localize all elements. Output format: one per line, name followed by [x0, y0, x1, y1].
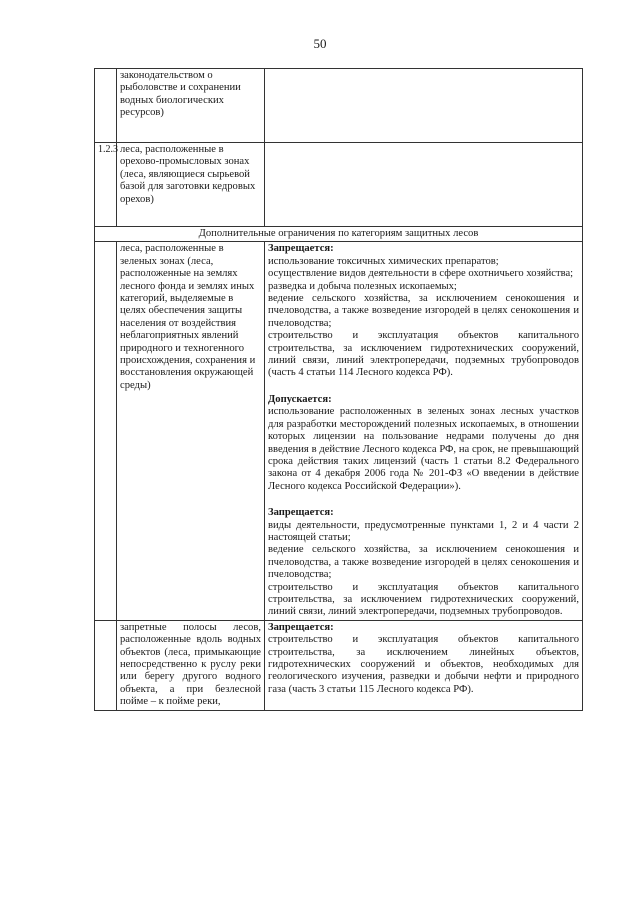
table-row: [95, 620, 583, 710]
forest-category-cell: запретные полосы лесов, расположенные вдоль водных объектов (леса, примыкающие непосредственно к руслу реки или берегу другого водного объекта, а при безлесной пойме – к пойме реки,: [117, 620, 265, 710]
restriction-item: строительство и эксплуатация объектов капитального строительства, за исключением гидротехнических сооружений, линий связи, линий электропередачи, подземных трубопроводов (часть 4 статьи 114 Лесного кодекса РФ).: [268, 330, 579, 379]
restrictions-cell: [265, 69, 583, 143]
table-subheader-row: [95, 227, 583, 242]
restriction-item: использование токсичных химических препаратов;: [268, 255, 499, 267]
forest-category-cell: леса, расположенные в зеленых зонах (леса, расположенные на землях лесного фонда и землях иных категорий, выделяемые в целях обеспечения защиты населения от воздействия неблагоприятных явлений природного и техногенного происхождения, сохранения и восстановления окружающей среды): [117, 242, 265, 620]
row-number-cell: [95, 69, 117, 143]
row-number-cell: [95, 620, 117, 710]
permitted-heading: Допускается:: [268, 393, 332, 405]
prohibited-heading: Запрещается:: [268, 507, 334, 519]
restriction-item: виды деятельности, предусмотренные пунктами 1, 2 и 4 части 2 настоящей статьи;: [268, 519, 579, 543]
restriction-item: разведка и добыча полезных ископаемых;: [268, 280, 457, 292]
page-number: 50: [313, 36, 327, 51]
permitted-item: использование расположенных в зеленых зонах лесных участков для разработки месторождений полезных ископаемых, в отношении которых лицензии на пользование недрами получены до дня введения в действие Лесного кодекса РФ, на срок, не превышающий срока действия таких лицензий (часть 1 статьи 8.2 Федерального закона от 4 декабря 2006 года № 201-ФЗ «О введении в действие Лесного кодекса Российской Федерации»).: [268, 406, 579, 492]
table-row: [95, 242, 583, 620]
table-row: [95, 143, 583, 227]
restrictions-cell: [265, 242, 583, 620]
prohibited-heading: Запрещается:: [268, 621, 334, 633]
prohibited-heading: Запрещается:: [268, 243, 334, 255]
restriction-item: осуществление видов деятельности в сфере охотничьего хозяйства;: [268, 268, 574, 280]
restrictions-cell: [265, 620, 583, 710]
table-row: [95, 69, 583, 143]
subheader-cell: Дополнительные ограничения по категориям защитных лесов: [95, 227, 583, 242]
restriction-item: строительство и эксплуатация объектов капитального строительства, за исключением гидротехнических сооружений, линий связи, линий электропередачи, подземных трубопроводов.: [268, 581, 579, 618]
restriction-item: ведение сельского хозяйства, за исключением сенокошения и пчеловодства, а также возведение изгородей в целях сенокошения и пчеловодства;: [268, 293, 579, 329]
forest-category-cell: законодательством о рыболовстве и сохранении водных биологических ресурсов): [117, 69, 265, 143]
row-number-cell: 1.2.3: [95, 143, 117, 227]
protective-forests-table: [94, 68, 583, 711]
forest-category-cell: леса, расположенные в орехово-промысловых зонах (леса, являющиеся сырьевой базой для заготовки кедровых орехов): [117, 143, 265, 227]
restrictions-cell: [265, 143, 583, 227]
row-number-cell: [95, 242, 117, 620]
restriction-item: строительство и эксплуатация объектов капитального строительства, за исключением линейных объектов, гидротехнических сооружений и объектов, необходимых для геологического изучения, разведки и добычи нефти и природного газа (часть 3 статьи 115 Лесного кодекса РФ).: [268, 634, 579, 695]
restriction-item: ведение сельского хозяйства, за исключением сенокошения и пчеловодства, а также возведение изгородей в целях сенокошения и пчеловодства;: [268, 544, 579, 581]
